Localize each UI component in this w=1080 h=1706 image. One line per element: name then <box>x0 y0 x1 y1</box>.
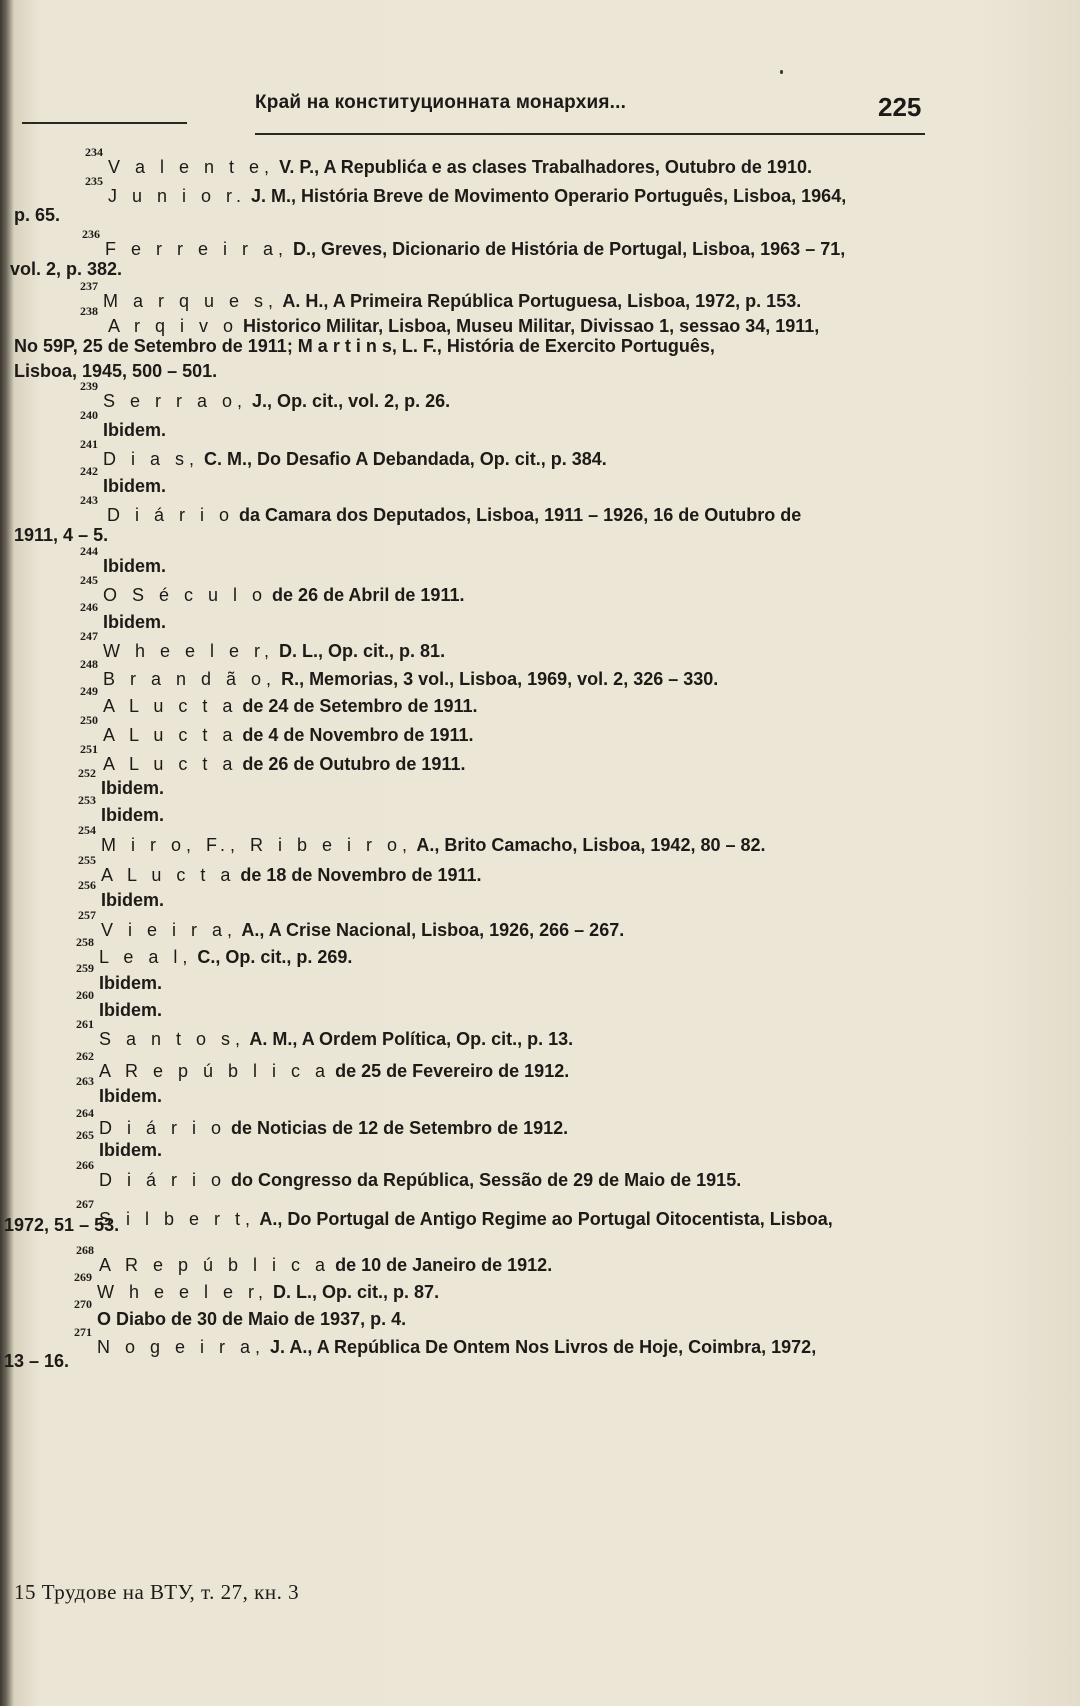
footnote-author: A R e p ú b l i c a <box>99 1255 331 1275</box>
footnote-number: 255 <box>78 853 96 867</box>
footnote-text: de 24 de Setembro de 1911. <box>237 696 478 716</box>
footnote-author: S e r r a o, <box>103 391 248 411</box>
footnote-entry <box>103 642 445 660</box>
footnote-text: de 25 de Fevereiro de 1912. <box>330 1061 570 1081</box>
footnote-entry <box>103 450 607 468</box>
footnote-text: da Camara dos Deputados, Lisboa, 1911 – 1926, 16 de Outubro de <box>234 505 802 525</box>
footnote-text: Historico Militar, Lisboa, Museu Militar, Divissao 1, sessao 34, 1911, <box>238 316 820 336</box>
footnote-text: Ibidem. <box>103 612 167 632</box>
footnote-entry <box>97 1338 816 1356</box>
footnote-text: A., Brito Camacho, Lisboa, 1942, 80 – 82. <box>412 835 766 855</box>
footnote-text: A., Do Portugal de Antigo Regime ao Portugal Oitocentista, Lisboa, <box>255 1209 833 1229</box>
footnote-number: 265 <box>76 1128 94 1142</box>
footnote-text: de 26 de Abril de 1911. <box>267 585 465 605</box>
footnote-entry <box>101 891 164 909</box>
footnote-entry <box>99 1141 162 1159</box>
footnote-text: O Diabo de 30 de Maio de 1937, p. 4. <box>97 1309 407 1329</box>
running-header: Край на конституционната монархия... <box>255 92 627 113</box>
footnote-entry <box>107 506 801 524</box>
footnote-text: Ibidem. <box>103 476 167 496</box>
footnote-entry <box>99 1119 568 1137</box>
footnote-text: Ibidem. <box>99 973 163 993</box>
footnote-number: 258 <box>76 935 94 949</box>
footnote-number: 253 <box>78 793 96 807</box>
footnote-entry <box>108 187 846 205</box>
footnote-text: R., Memorias, 3 vol., Lisboa, 1969, vol. 2, 326 – 330. <box>276 669 719 689</box>
footnote-author: S a n t o s, <box>99 1029 246 1049</box>
footnote-text: Ibidem. <box>99 1000 163 1020</box>
footnote-text: Ibidem. <box>99 1140 163 1160</box>
footnote-entry <box>103 557 166 575</box>
footnote-entry <box>99 1001 162 1019</box>
footnote-entry <box>101 779 164 797</box>
footnote-number: 235 <box>85 174 103 188</box>
footnote-number: 246 <box>80 600 98 614</box>
footnote-text: J. A., A República De Ontem Nos Livros de Hoje, Coimbra, 1972, <box>265 1337 817 1357</box>
footnote-author: S i l b e r t, <box>99 1209 256 1229</box>
footnote-entry <box>101 806 164 824</box>
footnote-text: Ibidem. <box>101 890 165 910</box>
footnote-author: W h e e l e r, <box>103 641 275 661</box>
footnote-entry <box>99 1030 573 1048</box>
footnote-continuation: 1911, 4 – 5. <box>14 525 109 545</box>
footnote-number: 264 <box>76 1106 94 1120</box>
footnote-entry <box>103 477 166 495</box>
footnote-entry <box>99 1062 569 1080</box>
footnote-author: D i a s, <box>103 449 200 469</box>
footnote-number: 257 <box>78 908 96 922</box>
footnote-author: A R e p ú b l i c a <box>99 1061 331 1081</box>
footnote-number: 244 <box>80 544 98 558</box>
footnote-number: 260 <box>76 988 94 1002</box>
footnote-author: J u n i o r. <box>108 186 247 206</box>
footnote-number: 240 <box>80 408 98 422</box>
footnote-text: A. H., A Primeira República Portuguesa, Lisboa, 1972, p. 153. <box>278 291 802 311</box>
footnote-author: D i á r i o <box>99 1118 227 1138</box>
footnote-author: M i r o, F., R i b e i r o, <box>101 835 413 855</box>
footnote-number: 267 <box>76 1197 94 1211</box>
footnote-entry <box>103 613 166 631</box>
footnote-entry <box>103 586 464 604</box>
footnote-entry <box>103 755 465 773</box>
footnote-entry <box>108 158 812 176</box>
footnote-number: 243 <box>80 493 98 507</box>
footnote-text: A., A Crise Nacional, Lisboa, 1926, 266 – 267. <box>237 920 625 940</box>
footnote-number: 234 <box>85 145 103 159</box>
footnote-number: 263 <box>76 1074 94 1088</box>
footnote-number: 236 <box>82 227 100 241</box>
footnote-text: C., Op. cit., p. 269. <box>192 947 353 967</box>
footnote-continuation: 1972, 51 – 53. <box>4 1215 120 1235</box>
footnote-author: V i e i r a, <box>101 920 238 940</box>
footnote-continuation: vol. 2, p. 382. <box>10 259 123 279</box>
footnote-author: D i á r i o <box>107 505 235 525</box>
footnote-author: F e r r e i r a, <box>105 239 289 259</box>
footnote-author: A L u c t a <box>103 696 238 716</box>
footnote-entry <box>101 866 482 884</box>
footnote-entry <box>99 1087 162 1105</box>
footnote-entry <box>103 292 801 310</box>
footnote-author: A L u c t a <box>103 725 238 745</box>
footnote-entry <box>105 240 845 258</box>
footnote-author: A L u c t a <box>103 754 238 774</box>
footnote-number: 254 <box>78 823 96 837</box>
footnote-author: N o g e i r a, <box>97 1337 266 1357</box>
footnote-number: 239 <box>80 379 98 393</box>
footnote-entry <box>101 836 766 854</box>
footnote-author: M a r q u e s, <box>103 291 279 311</box>
footnote-number: 262 <box>76 1049 94 1063</box>
footnote-number: 238 <box>80 304 98 318</box>
footnote-entry <box>97 1283 439 1301</box>
footnote-text: J. M., História Breve de Movimento Operario Português, Lisboa, 1964, <box>246 186 847 206</box>
footnote-author: D i á r i o <box>99 1170 227 1190</box>
footnote-entry <box>103 726 474 744</box>
footnote-entry <box>108 317 819 335</box>
footnote-author: L e a l, <box>99 947 193 967</box>
footnote-number: 241 <box>80 437 98 451</box>
footnote-text: J., Op. cit., vol. 2, p. 26. <box>247 391 451 411</box>
footnote-number: 268 <box>76 1243 94 1257</box>
footnote-number: 250 <box>80 713 98 727</box>
footnote-continuation: p. 65. <box>14 205 61 225</box>
footnote-continuation: 13 – 16. <box>4 1351 70 1371</box>
footnote-number: 269 <box>74 1270 92 1284</box>
footnote-number: 256 <box>78 878 96 892</box>
footnote-text: de Noticias de 12 de Setembro de 1912. <box>226 1118 569 1138</box>
footnote-author: B r a n d ã o, <box>103 669 277 689</box>
footnote-entry <box>103 670 718 688</box>
footnote-text: de 10 de Janeiro de 1912. <box>330 1255 553 1275</box>
page-number: 225 <box>878 92 922 122</box>
footnote-continuation: No 59P, 25 de Setembro de 1911; M a r t i n s, L. F., História de Exercito Português, <box>14 336 715 356</box>
footnote-text: Ibidem. <box>99 1086 163 1106</box>
footnote-entry <box>101 921 624 939</box>
footnote-number: 242 <box>80 464 98 478</box>
footnote-number: 247 <box>80 629 98 643</box>
footnote-text: de 26 de Outubro de 1911. <box>237 754 466 774</box>
footnote-text: V. P., A Republića e as clases Trabalhadores, Outubro de 1910. <box>274 157 812 177</box>
footnote-entry <box>103 421 166 439</box>
footer-signature: 15 Трудове на ВТУ, т. 27, кн. 3 <box>14 1580 300 1604</box>
footnote-continuation: Lisboa, 1945, 500 – 501. <box>14 361 218 381</box>
footnote-author: A L u c t a <box>101 865 236 885</box>
footnote-text: D., Greves, Dicionario de História de Portugal, Lisboa, 1963 – 71, <box>288 239 846 259</box>
footnote-number: 237 <box>80 279 98 293</box>
footnote-text: Ibidem. <box>101 778 165 798</box>
footnote-text: de 18 de Novembro de 1911. <box>235 865 482 885</box>
footnote-author: O S é c u l o <box>103 585 268 605</box>
footnote-number: 266 <box>76 1158 94 1172</box>
footnote-text: Ibidem. <box>101 805 165 825</box>
footnote-entry <box>99 1210 833 1228</box>
footnote-text: Ibidem. <box>103 420 167 440</box>
footnote-number: 251 <box>80 742 98 756</box>
footnote-author: A r q i v o <box>108 316 239 336</box>
footnote-text: do Congresso da República, Sessão de 29 de Maio de 1915. <box>226 1170 742 1190</box>
footnote-text: D. L., Op. cit., p. 81. <box>274 641 446 661</box>
footnote-text: D. L., Op. cit., p. 87. <box>268 1282 440 1302</box>
footnote-text: Ibidem. <box>103 556 167 576</box>
footnote-entry <box>97 1310 406 1328</box>
footnote-number: 261 <box>76 1017 94 1031</box>
footnote-number: 252 <box>78 766 96 780</box>
footnote-number: 270 <box>74 1297 92 1311</box>
footnote-text: A. M., A Ordem Política, Op. cit., p. 13. <box>245 1029 574 1049</box>
footnote-text: de 4 de Novembro de 1911. <box>237 725 474 745</box>
footnote-entry <box>99 974 162 992</box>
footnote-entry <box>99 1256 552 1274</box>
footnote-entry <box>103 392 450 410</box>
footnote-entry <box>103 697 478 715</box>
footnote-number: 248 <box>80 657 98 671</box>
footnote-number: 249 <box>80 684 98 698</box>
footnote-text: C. M., Do Desafio A Debandada, Op. cit., p. 384. <box>199 449 607 469</box>
footnote-author: V a l e n t e, <box>108 157 275 177</box>
footnote-number: 245 <box>80 573 98 587</box>
footnote-author: W h e e l e r, <box>97 1282 269 1302</box>
footnote-number: 259 <box>76 961 94 975</box>
footnote-entry <box>99 1171 741 1189</box>
footnote-number: 271 <box>74 1325 92 1339</box>
footnote-entry <box>99 948 352 966</box>
